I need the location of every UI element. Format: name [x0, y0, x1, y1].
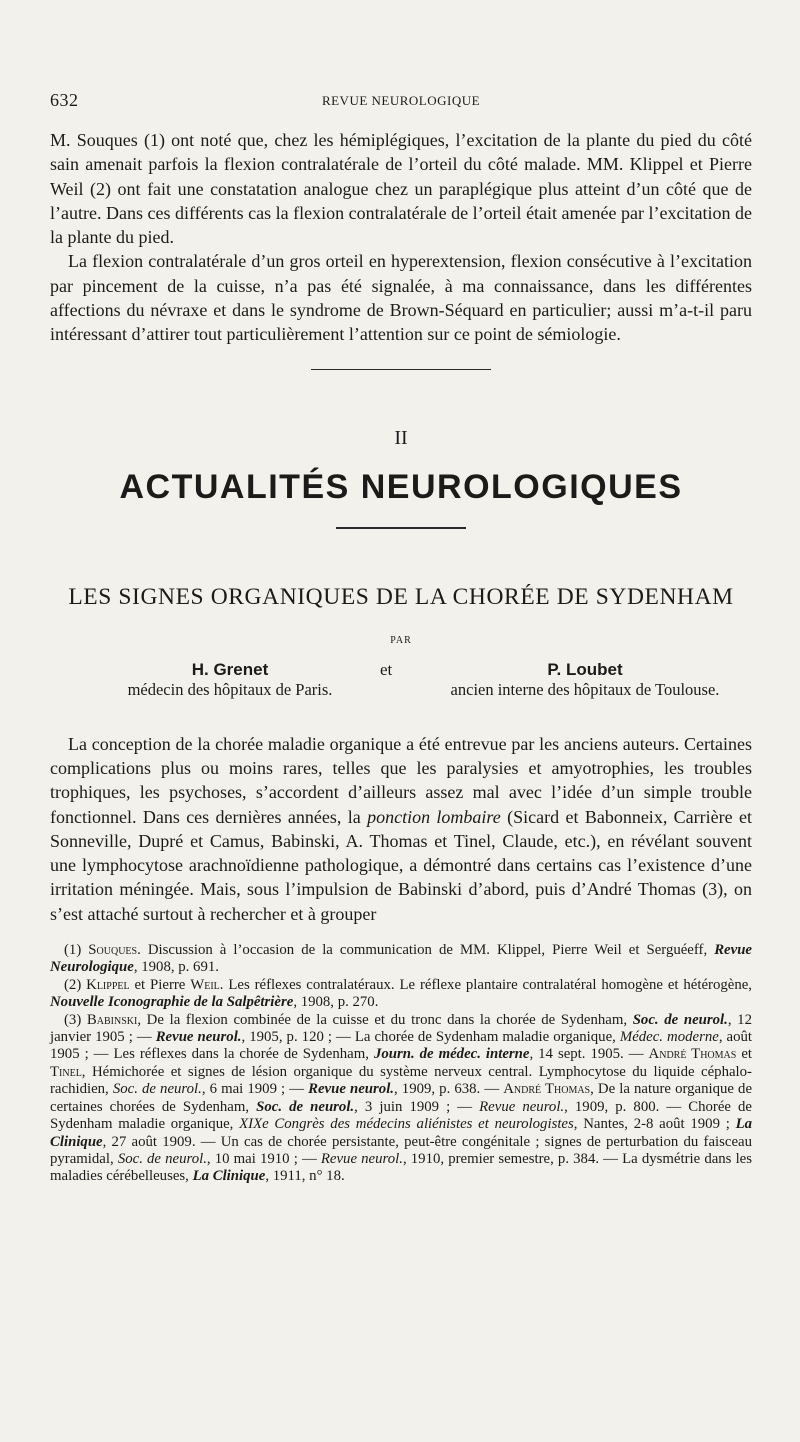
separator-rule — [311, 369, 491, 370]
article-title: LES SIGNES ORGANIQUES DE LA CHORÉE DE SYDENHAM — [68, 583, 734, 610]
intro-paragraph-1: M. Souques (1) ont noté que, chez les hémiplégiques, l’excitation de la plante du pied du côté sain amenait parfois la flexion contralatérale de l’orteil du côté malade. MM. Klippel et Pierre Weil (2) ont fait une constatation analogue chez un paraplégique plus atteint d’un côté que de l’autre. Dans ces différents cas la flexion contralatérale de l’orteil était amenée par l’excitation de la plante du pied. — [50, 130, 752, 248]
footnotes — [50, 942, 752, 1186]
page — [50, 84, 752, 1186]
footnote-2: (2) Klippel et Pierre Weil. Les réflexes contralatéraux. Le réflexe plantaire contralatéral homogène et hétérogène, Nouvelle Iconographie de la Salpêtrière, 1908, p. 270. — [50, 976, 752, 1011]
author-2 — [410, 660, 760, 700]
byline-par: PAR — [390, 634, 412, 646]
italic-term: ponction lombaire — [367, 806, 501, 827]
section-rule — [336, 527, 466, 529]
authors-block — [50, 660, 752, 708]
author-1 — [112, 660, 348, 700]
intro-paragraph-2: La flexion contralatérale d’un gros orteil en hyperextension, flexion consécutive à l’excitation par pincement de la cuisse, n’a pas été signalée, à ma connaissance, dans les différentes affections du névraxe et dans le syndrome de Brown-Séquard en particulier; aussi m’a-t-il paru intéressant d’attirer tout particulièrement l’attention sur ce point de sémiologie. — [50, 251, 752, 345]
article-body-paragraph: La conception de la chorée maladie organique a été entrevue par les anciens auteurs. Certaines complications plus ou moins rares, telles que les paralysies et amyotrophies, les troubles trophiques, les psychoses, s’accordent d’ailleurs assez mal avec l’idée d’un simple trouble fonctionnel. Dans ces dernières années, la ponction lombaire (Sicard et Babonneix, Carrière et Sonneville, Dupré et Camus, Babinski, A. Thomas et Tinel, Claude, etc.), en révélant souvent une lymphocytose arachnoïdienne pathologique, a démontré dans certains cas l’existence d’une irritation méningée. Mais, sous l’impulsion de Babinski d’abord, puis d’André Thomas (3), on s’est attaché surtout à rechercher et à grouper — [50, 733, 752, 924]
page-number: 632 — [50, 90, 79, 110]
author-2-affiliation: ancien interne des hôpitaux de Toulouse. — [450, 679, 720, 699]
section-number: II — [394, 426, 408, 449]
journal-title: REVUE NEUROLOGIQUE — [321, 93, 481, 108]
author-conjunction: et — [380, 659, 393, 679]
footnote-3: (3) Babinski, De la flexion combinée de la cuisse et du tronc dans la chorée de Sydenham, Soc. de neurol., 12 janvier 1905 ; — Revue neurol., 1905, p. 120 ; — La chorée de Sydenham maladie organique, Médec. moderne, août 1905 ; — Les réflexes dans la chorée de Sydenham, Journ. de médec. interne, 14 sept. 1905. — André Thomas et Tinel, Hémichorée et signes de lésion organique du système nerveux central. Lymphocytose du liquide céphalo-rachidien, Soc. de neurol., 6 mai 1909 ; — Revue neurol., 1909, p. 638. — André Thomas, De la nature organique de certaines chorées de Sydenham, Soc. de neurol., 3 juin 1909 ; — Revue neurol., 1909, p. 800. — Chorée de Sydenham maladie organique, XIXe Congrès des médecins aliénistes et neurologistes, Nantes, 2-8 août 1909 ; La Clinique, 27 août 1909. — Un cas de chorée persistante, peut-être congénitale ; signes de perturbation du faisceau pyramidal, Soc. de neurol., 10 mai 1910 ; — Revue neurol., 1910, premier semestre, p. 384. — La dysmétrie dans les maladies cérébelleuses, La Clinique, 1911, n° 18. — [50, 1011, 753, 1185]
section-title: ACTUALITÉS NEUROLOGIQUES — [119, 467, 683, 506]
author-2-name: P. Loubet — [547, 659, 623, 679]
running-head — [50, 84, 752, 114]
footnote-1: (1) Souques. Discussion à l’occasion de la communication de MM. Klippel, Pierre Weil et Serguéeff, Revue Neurologique, 1908, p. 691. — [50, 942, 752, 976]
author-1-name: H. Grenet — [191, 659, 269, 679]
author-1-affiliation: médecin des hôpitaux de Paris. — [127, 679, 333, 699]
